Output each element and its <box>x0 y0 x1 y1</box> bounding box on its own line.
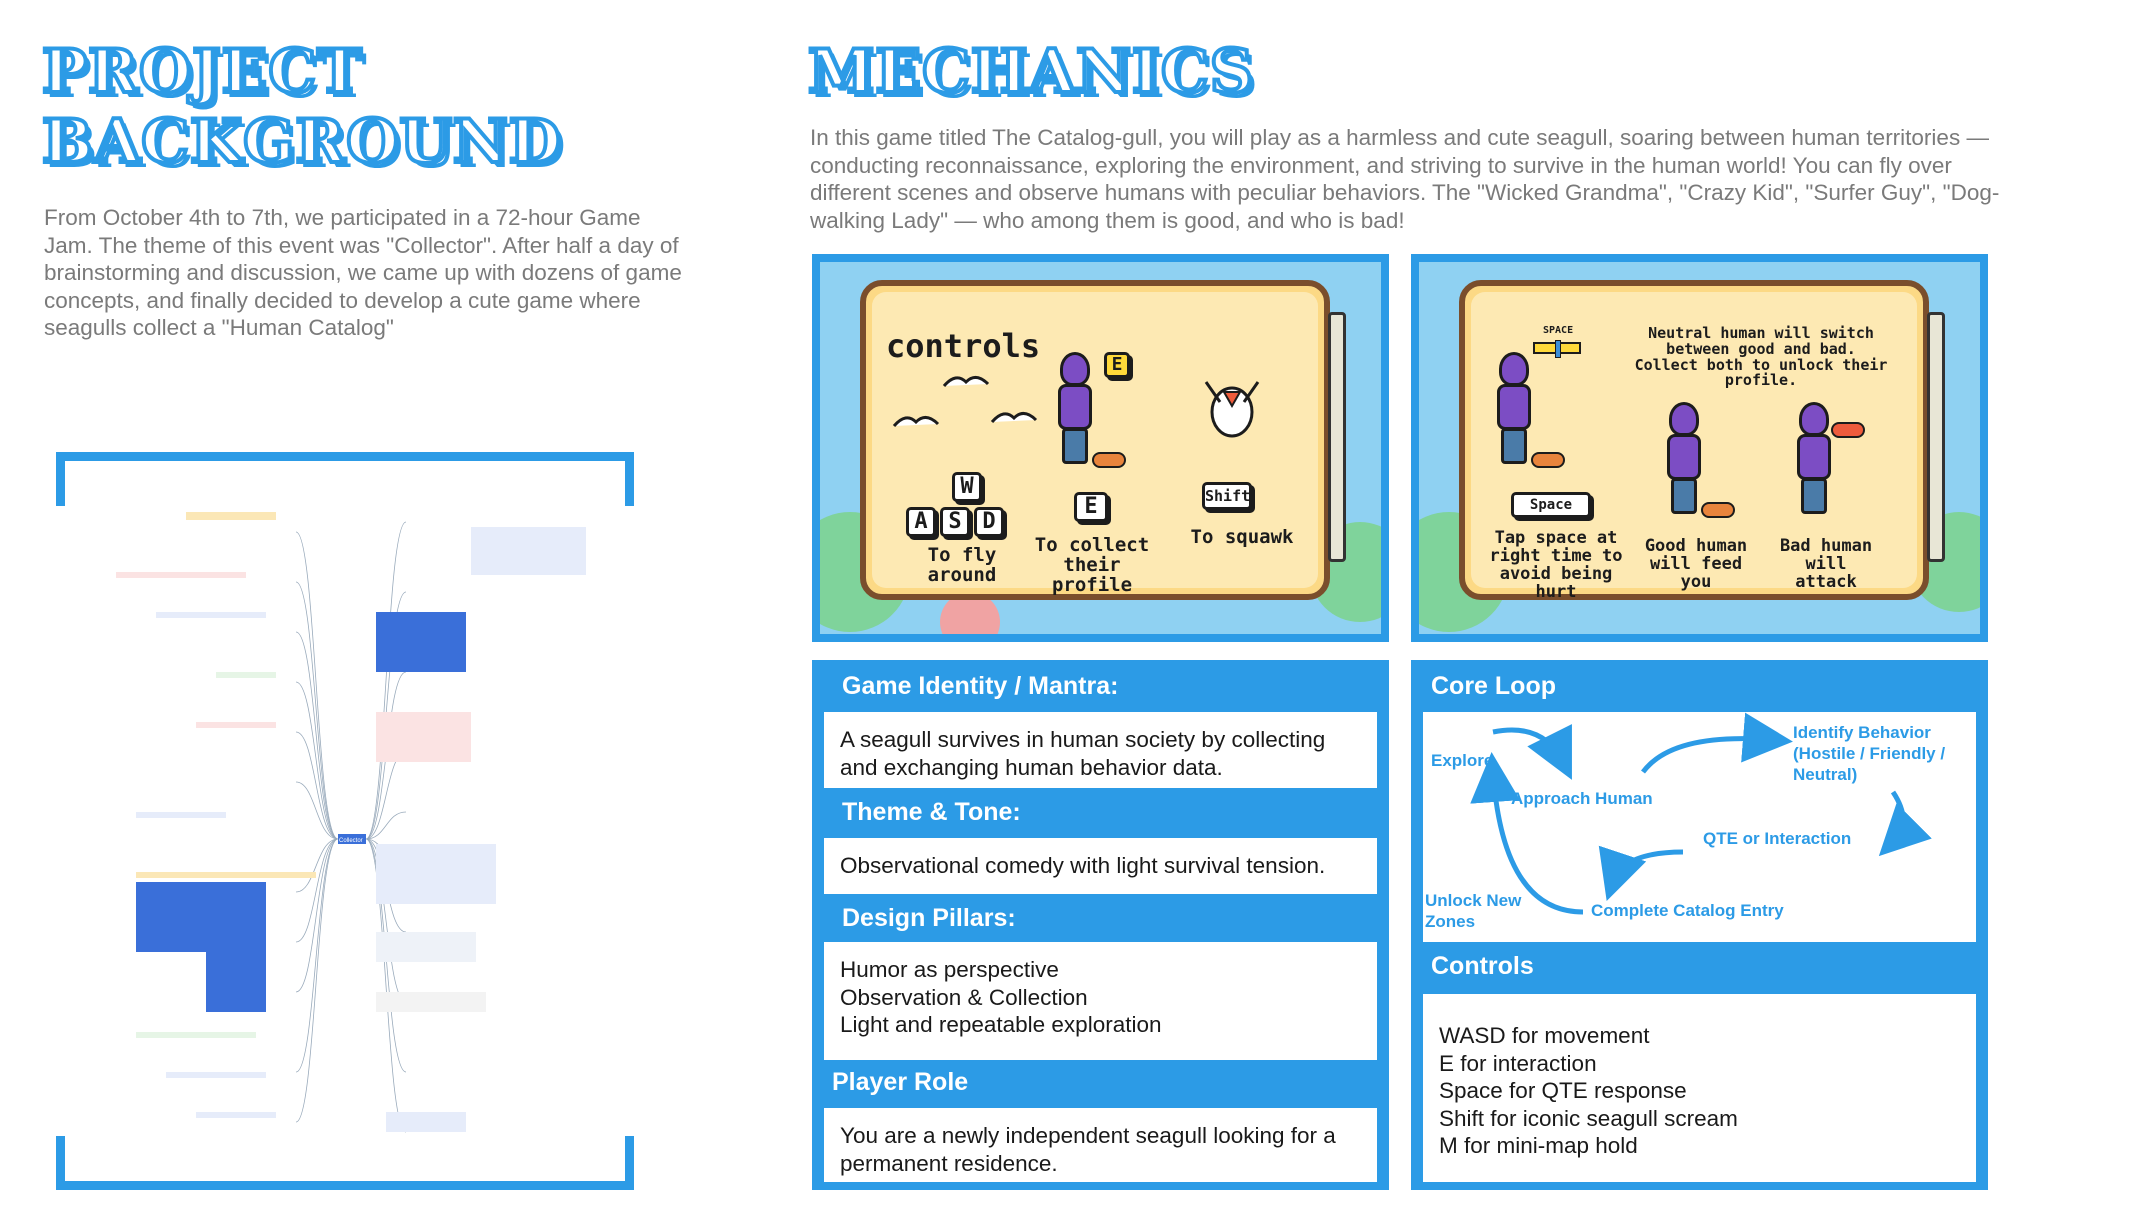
key-shift: Shift <box>1202 482 1252 510</box>
seagull-icon <box>942 372 990 390</box>
role-heading: Player Role <box>832 1068 969 1096</box>
humans-screenshot <box>1411 254 1988 642</box>
squawking-seagull-icon <box>1202 362 1262 442</box>
controls-panel <box>860 280 1330 600</box>
project-title-line1: PROJECT <box>42 37 363 107</box>
caption-collect: To collect their profile <box>1034 534 1150 596</box>
pillars-list <box>824 942 1377 1060</box>
core-loop-heading: Core Loop <box>1431 672 1556 700</box>
loop-unlock: Unlock New Zones <box>1425 891 1522 931</box>
key-w: W <box>952 472 982 502</box>
controls-heading: controls <box>886 327 1041 365</box>
theme-heading: Theme & Tone: <box>842 798 1021 826</box>
mindmap-center-label: Collector <box>339 838 363 844</box>
controls-screenshot <box>812 254 1389 642</box>
key-space: Space <box>1511 492 1591 518</box>
key-d: D <box>974 507 1004 537</box>
role-text: You are a newly independent seagull looking for a permanent residence. <box>824 1108 1377 1182</box>
good-human-figure <box>1661 402 1731 532</box>
control-item: M for mini-map hold <box>1439 1133 1638 1158</box>
pillars-heading: Design Pillars: <box>842 904 1016 932</box>
project-background-text: From October 4th to 7th, we participated in a 72-hour Game Jam. The theme of this event was "Collector". After half a day of brainstorming and discussion, we came up with dozens of game concepts, and finally decided to develop a cute game where seagulls collect a "Human Catalog" <box>44 205 682 340</box>
caption-fly: To fly around <box>927 544 997 586</box>
identity-heading: Game Identity / Mantra: <box>842 672 1119 700</box>
loop-approach: Approach Human <box>1511 789 1653 808</box>
identity-text: A seagull survives in human society by collecting and exchanging human behavior data. <box>824 712 1377 788</box>
human-figure <box>1491 352 1561 482</box>
humans-panel <box>1459 280 1929 600</box>
mechanics-text: In this game titled The Catalog-gull, you will play as a harmless and cute seagull, soaring between human territories — conducting reconnaissance, exploring the environment, and striving to survive in the human world! You can fly over different scenes and observe humans with peculiar behaviors. The "Wicked Grandma", "Crazy Kid", "Surfer Guy", "Dog-walking Lady" — who among them is good, and who is bad! <box>810 125 2000 233</box>
meter-label: SPACE <box>1543 325 1574 336</box>
core-loop-card <box>1411 660 1988 1190</box>
project-title-line2: BACKGROUND <box>42 107 562 177</box>
bad-human-figure <box>1791 402 1861 532</box>
loop-explore: Explore <box>1431 751 1494 770</box>
loop-identify: Identify Behavior (Hostile / Friendly / Neutral) <box>1793 723 1946 784</box>
pillar-item: Observation & Collection <box>840 984 1088 1010</box>
core-loop-diagram <box>1423 712 1976 942</box>
control-item: WASD for movement <box>1439 1023 1650 1048</box>
controls-list <box>1423 994 1976 1182</box>
caption-good: Good human will feed you <box>1644 536 1748 592</box>
seagull-icon <box>892 412 940 430</box>
pillar-item: Light and repeatable exploration <box>840 1012 1162 1037</box>
control-item: Shift for iconic seagull scream <box>1439 1105 1738 1131</box>
key-e: E <box>1074 492 1108 522</box>
pillar-item: Humor as perspective <box>840 957 1059 982</box>
seagull-icon <box>990 408 1038 426</box>
caption-squawk: To squawk <box>1190 526 1294 548</box>
control-item: E for interaction <box>1439 1050 1597 1076</box>
loop-qte: QTE or Interaction <box>1703 829 1852 848</box>
neutral-note: Neutral human will switch between good and bad. Collect both to unlock their profile. <box>1634 324 1888 390</box>
badge-e: E <box>1104 352 1130 378</box>
loop-complete: Complete Catalog Entry <box>1591 901 1784 920</box>
game-identity-card <box>812 660 1389 1190</box>
mechanics-title: MECHANICS <box>808 37 1255 107</box>
key-s: S <box>940 507 970 537</box>
theme-text: Observational comedy with light survival tension. <box>824 838 1377 894</box>
controls-heading-right: Controls <box>1431 952 1534 980</box>
caption-tap: Tap space at right time to avoid being hurt <box>1489 528 1623 602</box>
caption-bad: Bad human will attack <box>1779 536 1873 592</box>
mindmap-image <box>56 452 634 1190</box>
mindmap-diagram <box>76 472 616 1172</box>
key-a: A <box>906 507 936 537</box>
control-item: Space for QTE response <box>1439 1078 1687 1103</box>
